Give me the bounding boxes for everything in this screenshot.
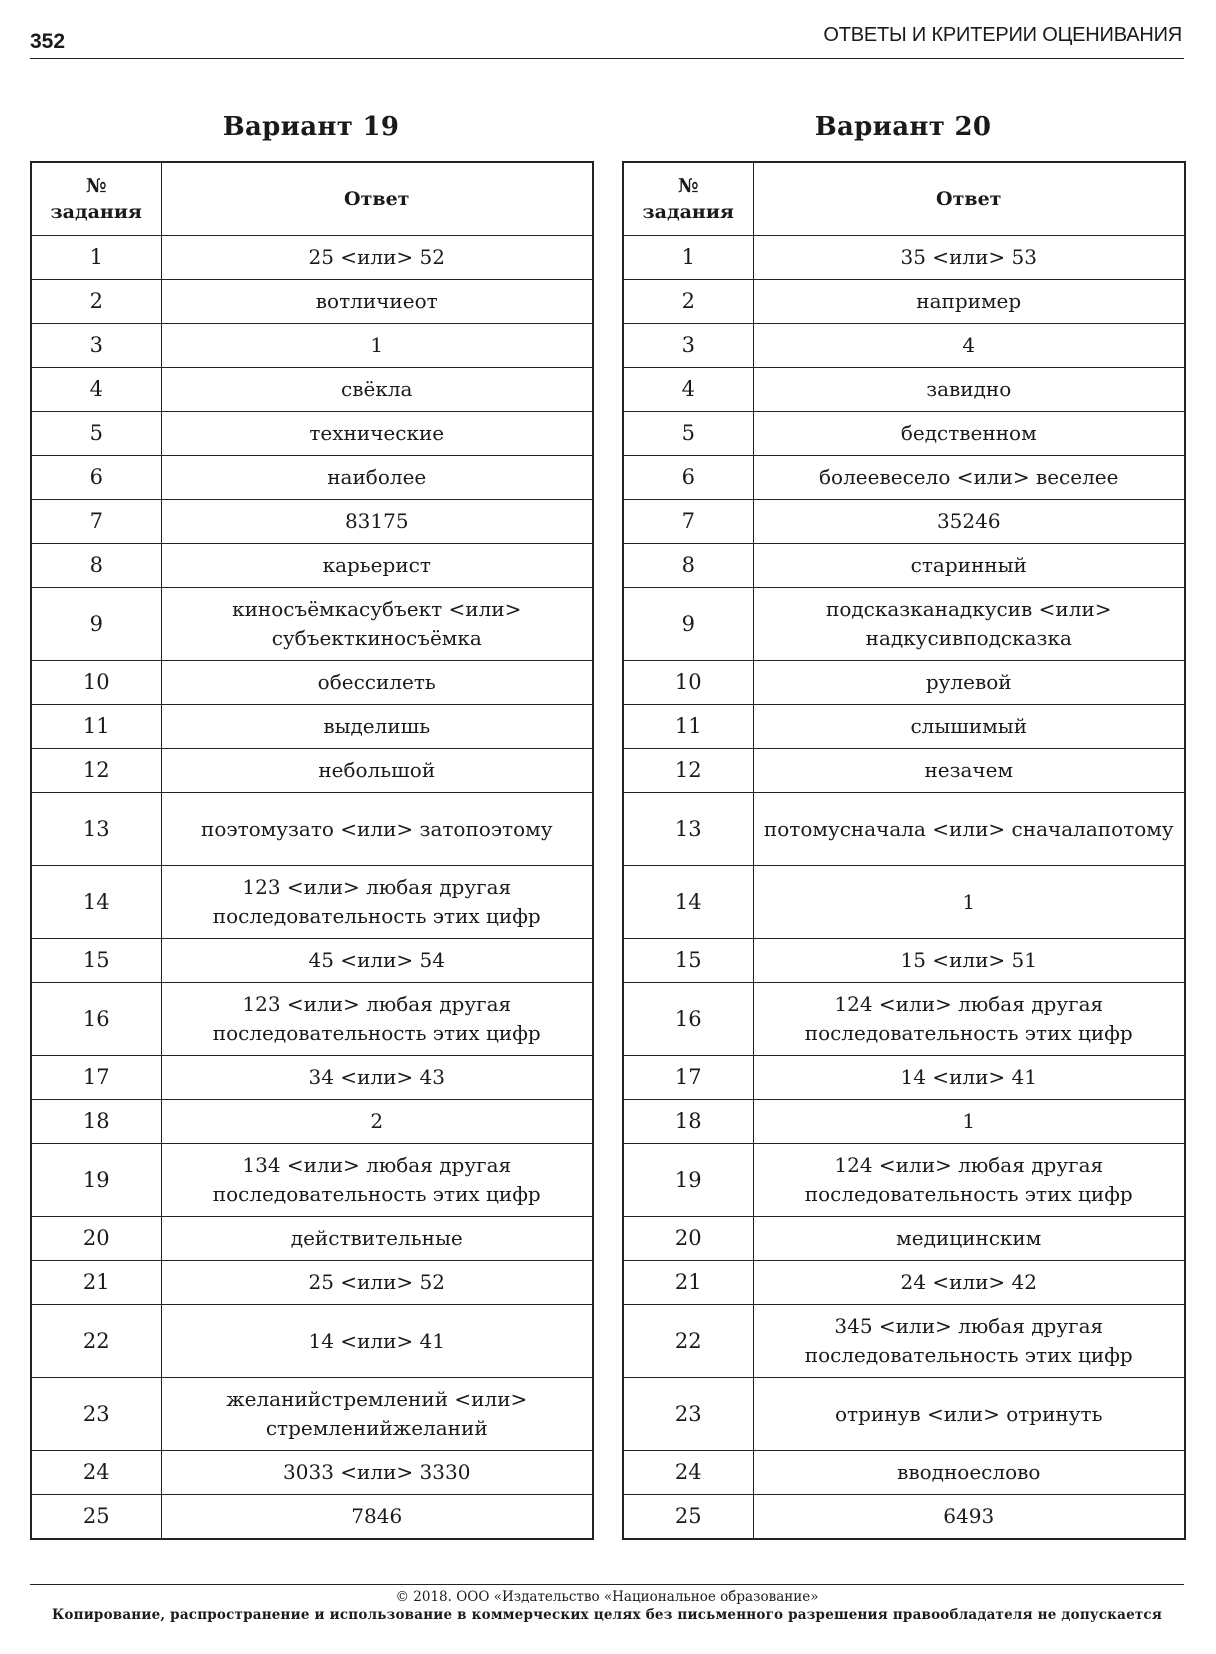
answer-cell: 345 <или> любая другая последовательность этих цифр xyxy=(753,1305,1185,1378)
answer-cell: болеевесело <или> веселее xyxy=(753,456,1185,500)
task-number-cell: 15 xyxy=(31,939,161,983)
answer-cell: бедственном xyxy=(753,412,1185,456)
answer-cell: 4 xyxy=(753,324,1185,368)
table-row xyxy=(623,866,1185,939)
task-number-cell: 5 xyxy=(623,412,753,456)
column-header-task-number: № задания xyxy=(31,162,161,236)
variant-19-rows xyxy=(31,236,593,1540)
answer-cell: 83175 xyxy=(161,500,593,544)
task-number-cell: 8 xyxy=(623,544,753,588)
variant-20-answers-table xyxy=(622,161,1186,1540)
task-number-cell: 9 xyxy=(31,588,161,661)
task-number-cell: 22 xyxy=(623,1305,753,1378)
table-row xyxy=(623,1495,1185,1540)
task-number-cell: 2 xyxy=(31,280,161,324)
task-number-cell: 18 xyxy=(31,1100,161,1144)
table-row xyxy=(31,983,593,1056)
table-row xyxy=(31,456,593,500)
table-row xyxy=(623,1056,1185,1100)
task-number-cell: 8 xyxy=(31,544,161,588)
answer-cell: старинный xyxy=(753,544,1185,588)
variant-19-title: Вариант 19 xyxy=(222,112,400,142)
table-row xyxy=(31,866,593,939)
answer-cell: 123 <или> любая другая последовательность этих цифр xyxy=(161,866,593,939)
answer-cell: незачем xyxy=(753,749,1185,793)
task-number-cell: 2 xyxy=(623,280,753,324)
answer-cell: 2 xyxy=(161,1100,593,1144)
answer-cell: 124 <или> любая другая последовательность этих цифр xyxy=(753,983,1185,1056)
table-row xyxy=(623,1451,1185,1495)
task-number-cell: 11 xyxy=(31,705,161,749)
table-row xyxy=(623,324,1185,368)
table-row xyxy=(31,412,593,456)
answer-cell: 124 <или> любая другая последовательность этих цифр xyxy=(753,1144,1185,1217)
column-header-answer: Ответ xyxy=(753,162,1185,236)
task-number-cell: 11 xyxy=(623,705,753,749)
footer xyxy=(30,1588,1184,1624)
table-header-row xyxy=(31,162,593,236)
column-header-task-number: № задания xyxy=(623,162,753,236)
table-row xyxy=(31,939,593,983)
task-number-cell: 20 xyxy=(31,1217,161,1261)
table-row xyxy=(31,500,593,544)
answer-cell: завидно xyxy=(753,368,1185,412)
answer-cell: свёкла xyxy=(161,368,593,412)
column-header-answer: Ответ xyxy=(161,162,593,236)
table-row xyxy=(623,368,1185,412)
table-row xyxy=(31,793,593,866)
table-row xyxy=(623,793,1185,866)
answer-cell: 1 xyxy=(753,866,1185,939)
answer-cell: 25 <или> 52 xyxy=(161,1261,593,1305)
task-number-cell: 16 xyxy=(31,983,161,1056)
task-number-cell: 13 xyxy=(623,793,753,866)
table-row xyxy=(623,983,1185,1056)
table-row xyxy=(31,1056,593,1100)
variant-20-block xyxy=(622,105,1184,1540)
task-number-cell: 10 xyxy=(31,661,161,705)
table-row xyxy=(623,412,1185,456)
table-row xyxy=(31,705,593,749)
table-row xyxy=(623,456,1185,500)
task-number-cell: 25 xyxy=(623,1495,753,1540)
answer-cell: 123 <или> любая другая последовательность этих цифр xyxy=(161,983,593,1056)
task-number-cell: 12 xyxy=(623,749,753,793)
table-row xyxy=(623,939,1185,983)
table-row xyxy=(31,1100,593,1144)
answer-cell: 34 <или> 43 xyxy=(161,1056,593,1100)
task-number-cell: 6 xyxy=(623,456,753,500)
answer-cell: поэтомузато <или> затопоэтому xyxy=(161,793,593,866)
task-number-cell: 14 xyxy=(623,866,753,939)
variant-19-answers-table xyxy=(30,161,594,1540)
task-number-cell: 13 xyxy=(31,793,161,866)
table-row xyxy=(623,236,1185,280)
answer-cell: 24 <или> 42 xyxy=(753,1261,1185,1305)
answer-cell: небольшой xyxy=(161,749,593,793)
table-row xyxy=(31,544,593,588)
table-row xyxy=(31,1378,593,1451)
answer-cell: обессилеть xyxy=(161,661,593,705)
table-row xyxy=(31,588,593,661)
table-row xyxy=(623,1305,1185,1378)
task-number-cell: 17 xyxy=(31,1056,161,1100)
table-row xyxy=(31,1451,593,1495)
answer-cell: 35 <или> 53 xyxy=(753,236,1185,280)
table-row xyxy=(31,1495,593,1540)
table-row xyxy=(31,236,593,280)
task-number-cell: 14 xyxy=(31,866,161,939)
task-number-cell: 6 xyxy=(31,456,161,500)
task-number-cell: 24 xyxy=(31,1451,161,1495)
answer-cell: вводноеслово xyxy=(753,1451,1185,1495)
answer-cell: подсказканадкусив <или> надкусивподсказка xyxy=(753,588,1185,661)
table-row xyxy=(31,1217,593,1261)
answer-cell: отринув <или> отринуть xyxy=(753,1378,1185,1451)
answer-cell: 7846 xyxy=(161,1495,593,1540)
answer-cell: например xyxy=(753,280,1185,324)
variant-20-title: Вариант 20 xyxy=(814,112,992,142)
table-row xyxy=(31,324,593,368)
answer-cell: технические xyxy=(161,412,593,456)
answer-cell: 14 <или> 41 xyxy=(161,1305,593,1378)
answer-cell: 35246 xyxy=(753,500,1185,544)
table-row xyxy=(623,280,1185,324)
table-row xyxy=(623,749,1185,793)
footer-notice: Копирование, распространение и использование в коммерческих целях без письменного разрешения правообладателя не допускается xyxy=(51,1607,1163,1623)
answer-cell: 6493 xyxy=(753,1495,1185,1540)
task-number-cell: 19 xyxy=(623,1144,753,1217)
table-row xyxy=(623,544,1185,588)
table-row xyxy=(623,705,1185,749)
task-number-cell: 25 xyxy=(31,1495,161,1540)
task-number-cell: 3 xyxy=(31,324,161,368)
header-divider xyxy=(30,58,1184,59)
task-number-cell: 7 xyxy=(31,500,161,544)
task-number-cell: 24 xyxy=(623,1451,753,1495)
task-number-cell: 4 xyxy=(31,368,161,412)
answer-cell: 14 <или> 41 xyxy=(753,1056,1185,1100)
table-row xyxy=(623,1100,1185,1144)
footer-copyright: © 2018. ООО «Издательство «Национальное образование» xyxy=(395,1589,819,1605)
table-row xyxy=(623,1217,1185,1261)
answer-cell: карьерист xyxy=(161,544,593,588)
table-row xyxy=(31,749,593,793)
answer-cell: 45 <или> 54 xyxy=(161,939,593,983)
task-number-cell: 10 xyxy=(623,661,753,705)
answer-cell: слышимый xyxy=(753,705,1185,749)
task-number-cell: 21 xyxy=(623,1261,753,1305)
table-header-row xyxy=(623,162,1185,236)
answer-cell: 1 xyxy=(753,1100,1185,1144)
table-row xyxy=(623,588,1185,661)
table-row xyxy=(623,500,1185,544)
table-row xyxy=(623,1261,1185,1305)
answer-cell: желанийстремлений <или> стремленийжеланий xyxy=(161,1378,593,1451)
task-number-cell: 5 xyxy=(31,412,161,456)
table-row xyxy=(623,1144,1185,1217)
task-number-cell: 17 xyxy=(623,1056,753,1100)
answer-cell: 3033 <или> 3330 xyxy=(161,1451,593,1495)
answer-cell: киносъёмкасубъект <или> субъекткиносъёмка xyxy=(161,588,593,661)
running-title: ОТВЕТЫ И КРИТЕРИИ ОЦЕНИВАНИЯ xyxy=(823,24,1182,46)
task-number-cell: 3 xyxy=(623,324,753,368)
answer-cell: 1 xyxy=(161,324,593,368)
answer-cell: медицинским xyxy=(753,1217,1185,1261)
task-number-cell: 18 xyxy=(623,1100,753,1144)
task-number-cell: 4 xyxy=(623,368,753,412)
table-row xyxy=(31,661,593,705)
answer-cell: 15 <или> 51 xyxy=(753,939,1185,983)
task-number-cell: 19 xyxy=(31,1144,161,1217)
answer-cell: выделишь xyxy=(161,705,593,749)
answer-cell: рулевой xyxy=(753,661,1185,705)
task-number-cell: 12 xyxy=(31,749,161,793)
task-number-cell: 16 xyxy=(623,983,753,1056)
table-row xyxy=(31,1261,593,1305)
task-number-cell: 20 xyxy=(623,1217,753,1261)
footer-divider xyxy=(30,1584,1184,1585)
answer-cell: действительные xyxy=(161,1217,593,1261)
task-number-cell: 22 xyxy=(31,1305,161,1378)
task-number-cell: 15 xyxy=(623,939,753,983)
answer-cell: вотличиеот xyxy=(161,280,593,324)
variant-20-rows xyxy=(623,236,1185,1540)
table-row xyxy=(31,368,593,412)
variant-19-block xyxy=(30,105,592,1540)
task-number-cell: 1 xyxy=(623,236,753,280)
table-row xyxy=(31,280,593,324)
table-row xyxy=(31,1144,593,1217)
task-number-cell: 23 xyxy=(31,1378,161,1451)
task-number-cell: 9 xyxy=(623,588,753,661)
answer-cell: наиболее xyxy=(161,456,593,500)
answer-cell: потомусначала <или> сначалапотому xyxy=(753,793,1185,866)
page-number: 352 xyxy=(30,30,66,53)
answer-cell: 25 <или> 52 xyxy=(161,236,593,280)
task-number-cell: 21 xyxy=(31,1261,161,1305)
table-row xyxy=(623,1378,1185,1451)
task-number-cell: 23 xyxy=(623,1378,753,1451)
table-row xyxy=(31,1305,593,1378)
table-row xyxy=(623,661,1185,705)
answer-cell: 134 <или> любая другая последовательность этих цифр xyxy=(161,1144,593,1217)
task-number-cell: 7 xyxy=(623,500,753,544)
task-number-cell: 1 xyxy=(31,236,161,280)
